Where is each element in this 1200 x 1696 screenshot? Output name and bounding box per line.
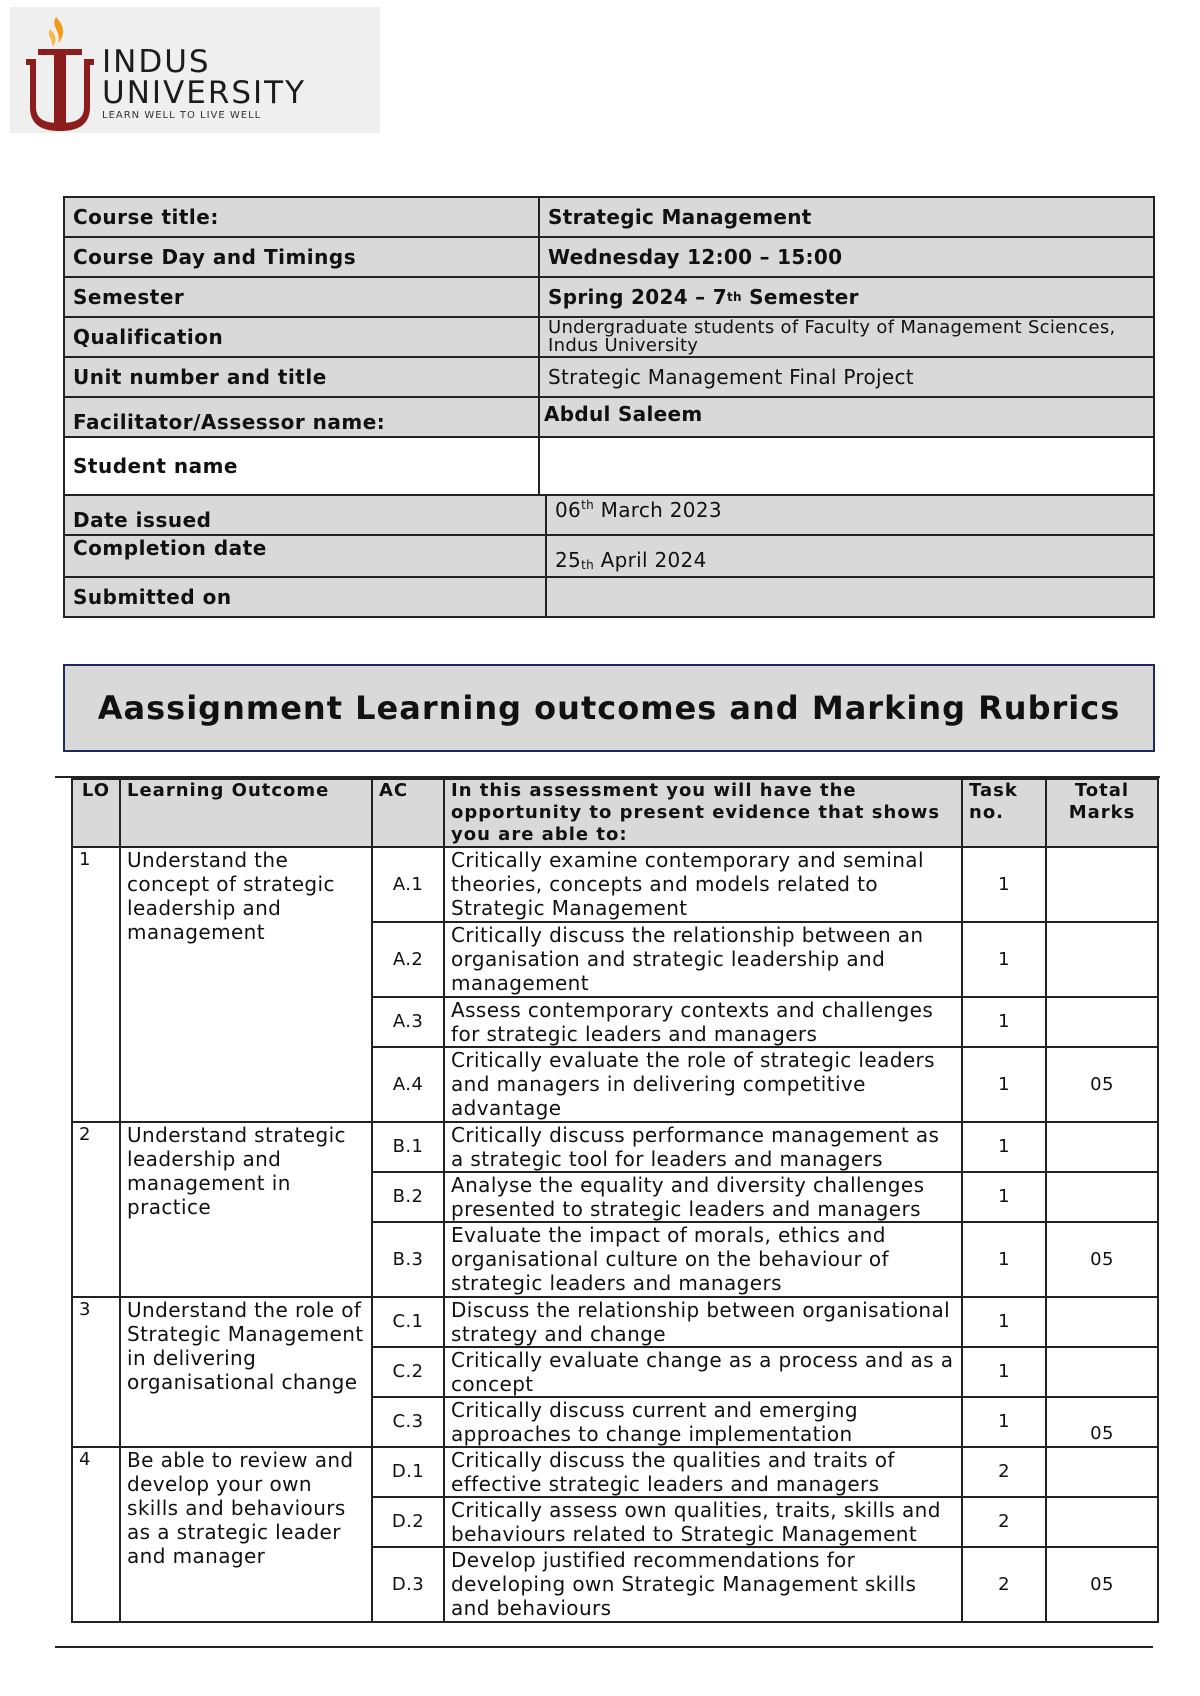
task-number: 1 (962, 922, 1046, 997)
course-title-label: Course title: (65, 198, 540, 236)
task-number: 1 (962, 997, 1046, 1047)
course-title-value: Strategic Management (548, 205, 812, 229)
lo-number: 2 (72, 1122, 120, 1297)
total-marks (1046, 1122, 1158, 1172)
course-day-value: Wednesday 12:00 – 15:00 (548, 245, 843, 269)
logo-tagline: LEARN WELL TO LIVE WELL (102, 110, 262, 121)
total-marks: 05 (1046, 1047, 1158, 1122)
submitted-on-label: Submitted on (65, 578, 547, 616)
header-ac: AC (372, 779, 444, 847)
student-name-label: Student name (65, 438, 540, 494)
ac-code: D.3 (372, 1547, 444, 1622)
criterion-description: Analyse the equality and diversity challenges presented to strategic leaders and managers (444, 1172, 962, 1222)
criterion-description: Critically examine contemporary and seminal theories, concepts and models related to Strategic Management (444, 847, 962, 922)
unit-label: Unit number and title (65, 358, 540, 396)
row-course-day (63, 238, 1155, 278)
total-marks (1046, 1347, 1158, 1397)
total-marks: 05 (1046, 1222, 1158, 1297)
ac-code: B.2 (372, 1172, 444, 1222)
table-row (72, 847, 1158, 922)
ac-code: C.2 (372, 1347, 444, 1397)
criterion-description: Discuss the relationship between organisational strategy and change (444, 1297, 962, 1347)
header-task-no: Task no. (962, 779, 1046, 847)
criterion-description: Evaluate the impact of morals, ethics and organisational culture on the behaviour of strategic leaders and managers (444, 1222, 962, 1297)
unit-value: Strategic Management Final Project (548, 365, 914, 389)
ac-code: A.3 (372, 997, 444, 1047)
task-number: 1 (962, 1297, 1046, 1347)
row-qualification (63, 318, 1155, 358)
date-issued-label: Date issued (65, 496, 547, 534)
facilitator-value: Abdul Saleem (544, 402, 703, 426)
criterion-description: Critically evaluate the role of strategic leaders and managers in delivering competitive advantage (444, 1047, 962, 1122)
ac-code: D.2 (372, 1497, 444, 1547)
ac-code: C.1 (372, 1297, 444, 1347)
completion-date-value: 25 $_{th}$ April 2024 (555, 548, 707, 572)
header-learning-outcome: Learning Outcome (120, 779, 372, 847)
learning-outcome-text: Understand the role of Strategic Management in delivering organisational change (120, 1297, 372, 1447)
ac-code: B.3 (372, 1222, 444, 1297)
criterion-description: Develop justified recommendations for developing own Strategic Management skills and behaviours (444, 1547, 962, 1622)
logo-line-indus: INDUS (102, 44, 211, 80)
completion-date-label: Completion date (65, 536, 547, 576)
total-marks: 05 (1046, 1397, 1158, 1447)
total-marks (1046, 1297, 1158, 1347)
university-emblem-icon (20, 7, 100, 133)
total-marks (1046, 1447, 1158, 1497)
header-lo: LO (72, 779, 120, 847)
ac-code: A.2 (372, 922, 444, 997)
ac-code: A.1 (372, 847, 444, 922)
row-facilitator (63, 398, 1155, 438)
date-issued-value: 06 $^{th}$ March 2023 (555, 498, 722, 522)
table-row (72, 1122, 1158, 1172)
rubric-heading: Aassignment Learning outcomes and Marking Rubrics (63, 664, 1155, 752)
task-number: 2 (962, 1447, 1046, 1497)
criterion-description: Assess contemporary contexts and challenges for strategic leaders and managers (444, 997, 962, 1047)
row-course-title (63, 196, 1155, 238)
row-submitted-on (63, 578, 1155, 618)
row-student-name (63, 438, 1155, 496)
learning-outcome-text: Be able to review and develop your own skills and behaviours as a strategic leader and manager (120, 1447, 372, 1622)
total-marks (1046, 847, 1158, 922)
criterion-description: Critically discuss performance management as a strategic tool for leaders and managers (444, 1122, 962, 1172)
table-row (72, 1297, 1158, 1347)
lo-number: 3 (72, 1297, 120, 1447)
header-evidence: In this assessment you will have the opportunity to present evidence that shows you are able to: (444, 779, 962, 847)
ac-code: A.4 (372, 1047, 444, 1122)
facilitator-label: Facilitator/Assessor name: (65, 398, 540, 436)
task-number: 1 (962, 1047, 1046, 1122)
row-semester (63, 278, 1155, 318)
university-logo (10, 7, 380, 133)
task-number: 2 (962, 1547, 1046, 1622)
semester-value: Spring 2024 – 7 th Semester (548, 285, 859, 309)
ac-code: B.1 (372, 1122, 444, 1172)
rubric-header-row (72, 779, 1158, 847)
criterion-description: Critically discuss current and emerging approaches to change implementation (444, 1397, 962, 1447)
task-number: 1 (962, 1397, 1046, 1447)
row-date-issued (63, 496, 1155, 536)
total-marks (1046, 1497, 1158, 1547)
task-number: 2 (962, 1497, 1046, 1547)
header-total-marks: Total Marks (1046, 779, 1158, 847)
task-number: 1 (962, 1347, 1046, 1397)
student-name-value (540, 438, 1153, 494)
learning-outcome-text: Understand strategic leadership and management in practice (120, 1122, 372, 1297)
ac-code: C.3 (372, 1397, 444, 1447)
submitted-on-value (547, 578, 1153, 616)
task-number: 1 (962, 1172, 1046, 1222)
total-marks (1046, 997, 1158, 1047)
row-completion-date (63, 536, 1155, 578)
task-number: 1 (962, 1122, 1046, 1172)
total-marks: 05 (1046, 1547, 1158, 1622)
logo-line-university: UNIVERSITY (102, 75, 307, 111)
qualification-value: Undergraduate students of Faculty of Management Sciences, Indus University (548, 317, 1116, 356)
criterion-description: Critically assess own qualities, traits, skills and behaviours related to Strategic Management (444, 1497, 962, 1547)
criterion-description: Critically discuss the qualities and traits of effective strategic leaders and managers (444, 1447, 962, 1497)
table-row (72, 1447, 1158, 1497)
criterion-description: Critically evaluate change as a process and as a concept (444, 1347, 962, 1397)
row-unit (63, 358, 1155, 398)
task-number: 1 (962, 847, 1046, 922)
lo-number: 4 (72, 1447, 120, 1622)
ac-code: D.1 (372, 1447, 444, 1497)
page-bottom-rule (55, 1646, 1153, 1648)
marking-rubric-table (71, 778, 1159, 1623)
course-info-table (63, 196, 1155, 618)
qualification-label: Qualification (65, 318, 540, 356)
criterion-description: Critically discuss the relationship between an organisation and strategic leadership and management (444, 922, 962, 997)
task-number: 1 (962, 1222, 1046, 1297)
learning-outcome-text: Understand the concept of strategic leadership and management (120, 847, 372, 1122)
total-marks (1046, 1172, 1158, 1222)
semester-label: Semester (65, 278, 540, 316)
course-day-label: Course Day and Timings (65, 238, 540, 276)
total-marks (1046, 922, 1158, 997)
lo-number: 1 (72, 847, 120, 1122)
